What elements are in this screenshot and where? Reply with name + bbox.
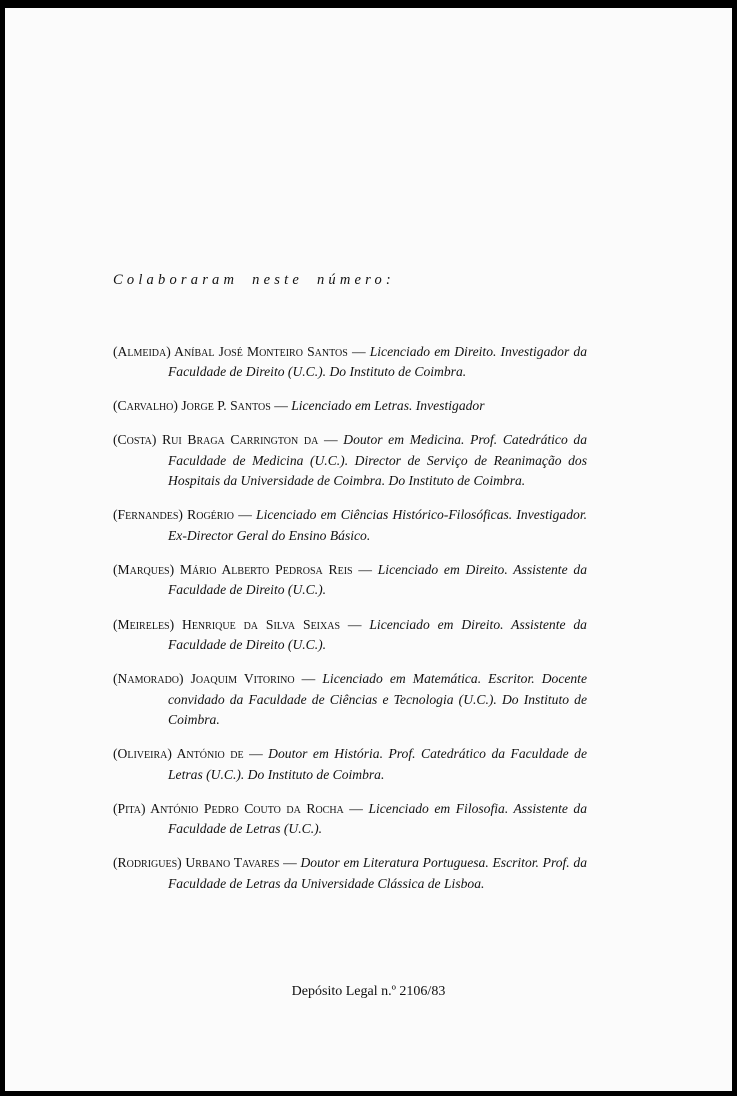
contributor-description: Licenciado em Ciências Histórico-Filosóficas. Investigador. Ex-Director Geral do Ensino Básico. xyxy=(168,507,587,543)
contributor-name: (Namorado) Joaquim Vitorino xyxy=(113,671,295,687)
entry-separator: — xyxy=(343,800,369,816)
contributor-entry xyxy=(113,430,587,492)
contributor-description: Doutor em Literatura Portuguesa. Escritor. Prof. da Faculdade de Letras da Universidade Clássica de Lisboa. xyxy=(168,855,588,891)
contributor-description: Licenciado em Filosofia. Assistente da Faculdade de Letras (U.C.). xyxy=(168,800,587,837)
contributor-entry xyxy=(113,396,587,417)
entry-separator: — xyxy=(279,855,301,871)
page-sheet xyxy=(5,8,732,1091)
contributor-description: Licenciado em Matemática. Escritor. Docente convidado da Faculdade de Ciências e Tecnologia (U.C.). Do Instituto de Coimbra. xyxy=(168,671,587,728)
entry-separator: — xyxy=(234,507,257,523)
contributors-list xyxy=(113,328,587,905)
entry-separator: — xyxy=(294,671,323,687)
heading-word-2: neste xyxy=(252,272,303,288)
contributor-name: (Carvalho) Jorge P. Santos xyxy=(113,398,271,414)
contributor-entry xyxy=(113,505,587,546)
entry-separator: — xyxy=(243,746,269,762)
entry-separator: — xyxy=(347,343,370,359)
contributor-description: Licenciado em Direito. Assistente da Faculdade de Direito (U.C.). xyxy=(168,616,587,653)
contributor-description: Doutor em História. Prof. Catedrático da Faculdade de Letras (U.C.). Do Instituto de Coimbra. xyxy=(168,746,587,782)
contributor-entry xyxy=(113,744,587,785)
heading-word-3: número: xyxy=(316,272,395,288)
contributor-name: (Oliveira) António de xyxy=(113,746,244,762)
contributor-description: Licenciado em Letras. Investigador xyxy=(291,398,485,414)
contributor-entry xyxy=(113,799,587,840)
contributor-name: (Meireles) Henrique da Silva Seixas xyxy=(113,616,341,632)
contributor-description: Doutor em Medicina. Prof. Catedrático da Faculdade de Medicina (U.C.). Director de Serviço de Reanimação dos Hospitais da Universidade de Coimbra. Do Instituto de Coimbra. xyxy=(168,432,588,489)
legal-deposit-notice: Depósito Legal n.º 2106/83 xyxy=(291,984,446,999)
contributor-description: Licenciado em Direito. Assistente da Faculdade de Direito (U.C.). xyxy=(168,561,587,598)
contributor-description: Licenciado em Direito. Investigador da Faculdade de Direito (U.C.). Do Instituto de Coimbra. xyxy=(168,343,587,380)
contributor-name: (Pita) António Pedro Couto da Rocha xyxy=(113,800,344,816)
contributor-name: (Costa) Rui Braga Carrington da xyxy=(113,432,319,448)
entry-separator: — xyxy=(352,561,378,577)
contributor-entry xyxy=(113,342,587,383)
contributor-entry xyxy=(113,853,587,894)
contributor-entry xyxy=(113,615,587,656)
contributor-name: (Rodrigues) Urbano Tavares xyxy=(113,855,280,871)
heading-word-1: Colaboraram xyxy=(113,272,239,288)
contributor-name: (Marques) Mário Alberto Pedrosa Reis xyxy=(113,561,353,577)
entry-separator: — xyxy=(270,398,292,414)
contributor-name: (Almeida) Aníbal José Monteiro Santos xyxy=(113,343,348,359)
contributor-entry xyxy=(113,560,587,601)
entry-separator: — xyxy=(340,616,370,632)
contributor-name: (Fernandes) Rogério xyxy=(113,507,235,523)
entry-separator: — xyxy=(318,432,344,448)
contributor-entry xyxy=(113,669,587,731)
contributors-heading xyxy=(113,272,395,289)
